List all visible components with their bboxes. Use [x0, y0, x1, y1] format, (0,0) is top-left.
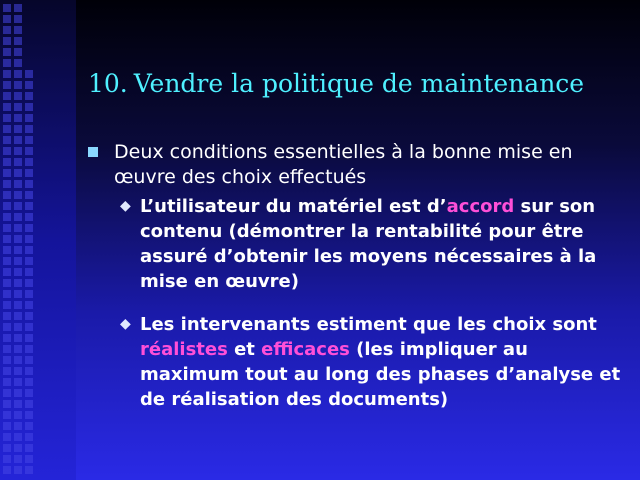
strip-square	[25, 290, 33, 298]
strip-square	[14, 213, 22, 221]
strip-square	[3, 37, 11, 45]
strip-square	[25, 114, 33, 122]
sub-bullet-item-1	[120, 194, 628, 294]
strip-square	[25, 125, 33, 133]
strip-square	[3, 147, 11, 155]
strip-square	[3, 81, 11, 89]
strip-square	[25, 92, 33, 100]
sub-bullet-2-text-c: (les impliquer au maximum tout au long des phases d’analyse et de réalisation des documents)	[140, 339, 621, 410]
strip-square	[25, 389, 33, 397]
diamond-bullet-icon: ◆	[120, 198, 131, 214]
strip-square	[3, 235, 11, 243]
left-decorative-strip	[0, 0, 76, 480]
strip-square	[25, 411, 33, 419]
strip-square	[14, 26, 22, 34]
sub-bullet-2-text-a: Les intervenants estiment que les choix sont	[140, 314, 597, 335]
strip-square	[3, 444, 11, 452]
strip-square	[14, 268, 22, 276]
strip-square	[3, 136, 11, 144]
sub-bullet-2-highlight-1: réalistes	[140, 339, 228, 360]
strip-square	[25, 213, 33, 221]
strip-square	[14, 312, 22, 320]
strip-square	[25, 81, 33, 89]
sub-bullet-item-2	[120, 312, 628, 412]
strip-square	[25, 356, 33, 364]
strip-square	[25, 444, 33, 452]
strip-square	[14, 323, 22, 331]
strip-square	[25, 70, 33, 78]
strip-square	[14, 180, 22, 188]
sub-bullet-1-text-c: sur son contenu (démontrer la rentabilité pour être assuré d’obtenir les moyens nécessaires à la mise en œuvre)	[140, 196, 597, 292]
strip-square	[14, 301, 22, 309]
strip-square	[3, 125, 11, 133]
strip-square	[25, 323, 33, 331]
strip-square	[25, 158, 33, 166]
strip-square	[3, 367, 11, 375]
strip-square	[3, 433, 11, 441]
strip-square	[25, 224, 33, 232]
slide-title-text: Vendre la politique de maintenance	[133, 69, 585, 98]
strip-square	[14, 15, 22, 23]
strip-square	[25, 466, 33, 474]
strip-square	[14, 114, 22, 122]
strip-square	[14, 400, 22, 408]
strip-square	[14, 81, 22, 89]
sub-bullet-1-text-b: d’	[426, 196, 447, 217]
strip-square	[25, 422, 33, 430]
strip-square	[3, 356, 11, 364]
strip-square	[3, 389, 11, 397]
strip-square	[3, 279, 11, 287]
strip-square	[3, 15, 11, 23]
strip-square	[3, 213, 11, 221]
strip-square	[25, 433, 33, 441]
sub-bullet-2-highlight-2: efficaces	[261, 339, 350, 360]
sub-bullet-1-highlight: accord	[446, 196, 515, 217]
strip-square	[3, 246, 11, 254]
strip-square	[3, 70, 11, 78]
strip-square	[3, 180, 11, 188]
strip-square	[25, 455, 33, 463]
strip-square	[25, 367, 33, 375]
strip-square	[14, 279, 22, 287]
strip-square	[3, 114, 11, 122]
strip-square	[14, 224, 22, 232]
strip-square	[25, 400, 33, 408]
diamond-bullet-icon: ◆	[120, 316, 131, 332]
strip-square	[14, 103, 22, 111]
strip-square	[3, 323, 11, 331]
strip-square	[3, 334, 11, 342]
strip-square	[14, 136, 22, 144]
strip-square	[14, 59, 22, 67]
strip-square	[3, 103, 11, 111]
strip-square	[3, 257, 11, 265]
strip-square	[14, 125, 22, 133]
strip-square	[25, 191, 33, 199]
strip-square	[3, 290, 11, 298]
strip-square	[14, 202, 22, 210]
strip-square	[14, 235, 22, 243]
strip-square	[14, 433, 22, 441]
strip-square	[3, 312, 11, 320]
strip-square	[25, 268, 33, 276]
square-bullet-icon	[88, 147, 98, 157]
strip-square	[14, 455, 22, 463]
strip-square	[3, 345, 11, 353]
strip-square	[25, 257, 33, 265]
strip-square	[3, 422, 11, 430]
main-bullet-text: Deux conditions essentielles à la bonne mise en œuvre des choix effectués	[114, 141, 573, 188]
strip-square	[25, 301, 33, 309]
strip-square	[14, 345, 22, 353]
strip-square	[14, 4, 22, 12]
strip-square	[14, 444, 22, 452]
strip-square	[25, 147, 33, 155]
strip-square	[25, 169, 33, 177]
strip-square	[14, 257, 22, 265]
strip-square	[25, 235, 33, 243]
strip-square	[3, 378, 11, 386]
strip-square	[3, 48, 11, 56]
strip-square	[14, 147, 22, 155]
strip-square	[14, 191, 22, 199]
strip-square	[3, 191, 11, 199]
strip-square	[3, 169, 11, 177]
main-bullet-item	[88, 140, 628, 190]
strip-square	[25, 103, 33, 111]
strip-square	[25, 136, 33, 144]
strip-square	[14, 70, 22, 78]
strip-square	[14, 48, 22, 56]
strip-square	[25, 246, 33, 254]
strip-square	[25, 180, 33, 188]
strip-square	[14, 422, 22, 430]
strip-square	[25, 334, 33, 342]
strip-square	[3, 224, 11, 232]
slide-title	[88, 68, 584, 100]
strip-square	[3, 26, 11, 34]
strip-square	[3, 92, 11, 100]
strip-square	[3, 202, 11, 210]
strip-square	[3, 268, 11, 276]
strip-square	[14, 466, 22, 474]
strip-square	[14, 411, 22, 419]
strip-square	[25, 378, 33, 386]
strip-square	[3, 4, 11, 12]
strip-square	[3, 411, 11, 419]
strip-square	[14, 334, 22, 342]
strip-square	[3, 455, 11, 463]
slide-number: 10.	[88, 69, 128, 98]
sub-bullet-1-text-a: L’utilisateur du matériel est	[140, 196, 427, 217]
sub-bullet-2-text-b: et	[227, 339, 262, 360]
strip-square	[25, 279, 33, 287]
strip-square	[14, 389, 22, 397]
strip-square	[3, 400, 11, 408]
strip-square	[14, 378, 22, 386]
strip-square	[14, 158, 22, 166]
strip-square	[14, 290, 22, 298]
strip-square	[14, 367, 22, 375]
strip-square	[3, 466, 11, 474]
strip-square	[14, 356, 22, 364]
strip-square	[14, 246, 22, 254]
strip-square	[3, 301, 11, 309]
strip-square	[3, 158, 11, 166]
strip-square	[25, 345, 33, 353]
strip-square	[14, 92, 22, 100]
strip-square	[3, 59, 11, 67]
strip-square	[25, 312, 33, 320]
slide-body	[88, 140, 628, 430]
strip-square	[14, 37, 22, 45]
strip-square	[25, 202, 33, 210]
strip-square	[14, 169, 22, 177]
